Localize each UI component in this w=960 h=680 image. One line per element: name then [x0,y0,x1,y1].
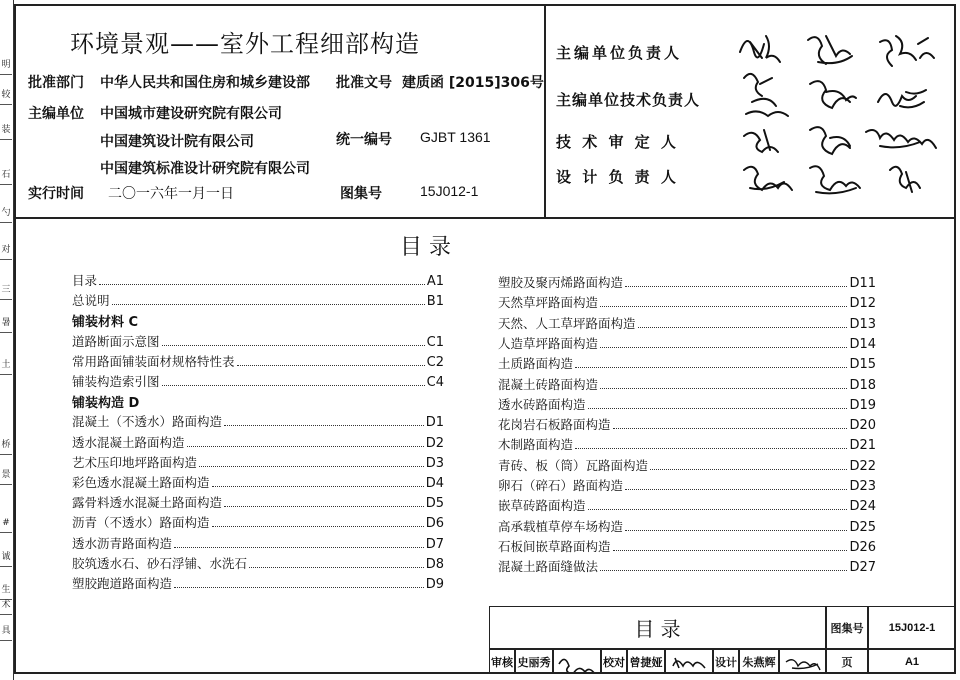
binding-strip [0,0,14,680]
sig-label-reviewer: 技 术 审 定 人 [556,133,679,151]
review-label: 审核 [489,649,515,674]
binding-strip-tick [0,484,12,485]
binding-strip-char: 三 [1,285,11,295]
signature-scribble [810,127,850,154]
toc-entry[interactable] [498,275,876,291]
binding-strip-tick [0,299,12,300]
toc-entry-page: D1 [425,415,444,431]
toc-entry-page: D14 [849,336,876,352]
binding-strip-tick [0,222,12,223]
atlas-no: 15J012-1 [420,183,479,199]
binding-strip-char: 暑 [1,318,11,328]
toc-leader-dots [575,367,847,368]
binding-strip-tick [0,614,12,615]
document-title: 环境景观——室外工程细部构造 [70,30,420,58]
toc-entry-title: 天然草坪路面构造 [498,295,599,311]
binding-strip-tick [0,640,12,641]
approval-doc-label: 批准文号 [336,75,392,91]
toc-entry[interactable] [498,478,876,494]
toc-entry-title: 混凝土（不透水）路面构造 [72,414,223,430]
effective-date: 二〇一六年一月一日 [108,186,234,202]
toc-entry[interactable] [72,475,444,491]
sig-label-tech-head: 主编单位技术负责人 [556,91,701,109]
toc-entry-title: 透水混凝土路面构造 [72,434,185,450]
toc-entry[interactable] [72,354,444,370]
toc-entry-page: D19 [849,397,876,413]
approval-dept: 中华人民共和国住房和城乡建设部 [100,75,310,91]
signature-scribble [744,167,792,190]
toc-entry-page: D27 [849,560,876,576]
title-block-atlas-no: 15J012-1 [868,606,956,649]
toc-entry-page: D2 [425,435,444,451]
binding-strip-tick [0,374,12,375]
toc-leader-dots [600,306,847,307]
toc-leader-dots [224,506,424,507]
binding-strip-tick [0,454,12,455]
toc-entry-page: D20 [849,418,876,434]
binding-strip-tick [0,532,12,533]
toc-entry-page: C1 [426,334,444,350]
toc-entry-title: 嵌草砖路面构造 [498,498,586,514]
toc-leader-dots [625,489,847,490]
effective-label: 实行时间 [28,186,84,202]
toc-entry[interactable] [72,556,444,572]
editor-unit-1: 中国城市建设研究院有限公司 [100,106,282,122]
toc-entry-page: D18 [849,377,876,393]
toc-entry-title: 总说明 [72,293,110,309]
toc-entry[interactable] [72,334,444,350]
signature-scribble [808,36,852,64]
toc-entry[interactable] [498,417,876,433]
binding-strip-char: 生 [1,585,11,595]
toc-entry[interactable] [498,397,876,413]
binding-strip-char: 具 [1,626,11,636]
binding-strip-char: 术 [1,600,11,610]
toc-entry-page: A1 [426,274,444,289]
toc-entry-page: D22 [849,458,876,474]
toc-entry[interactable] [72,495,444,511]
toc-entry[interactable] [498,498,876,514]
toc-section-heading: 铺装构造 D [72,396,140,412]
toc-entry[interactable] [498,437,876,453]
binding-strip-tick [0,184,12,185]
page-no: A1 [868,649,956,674]
toc-entry-title: 高承载植草停车场构造 [498,518,624,534]
toc-entry[interactable] [72,536,444,552]
binding-strip-tick [0,139,12,140]
binding-strip-tick [0,74,12,75]
toc-entry[interactable] [498,336,876,352]
toc-leader-dots [162,345,425,346]
atlas-no-label: 图集号 [340,186,382,202]
signature-scribble [866,130,936,148]
page-label: 页 [826,649,868,674]
toc-leader-dots [249,567,424,568]
check-signature [665,649,713,674]
toc-leader-dots [174,547,424,548]
toc-entry-page: D26 [849,539,876,555]
binding-strip-char: 景 [1,470,11,480]
toc-entry-page: D23 [849,479,876,494]
toc-leader-dots [625,530,847,531]
toc-entry-page: D8 [425,556,444,572]
handwritten-signatures [730,22,950,207]
toc-leader-dots [162,385,425,386]
toc-entry-title: 常用路面铺装面材规格特性表 [72,353,235,369]
toc-entry-page: D25 [849,519,876,535]
toc-leader-dots [174,587,424,588]
toc-leader-dots [638,327,848,328]
binding-strip-char: 桥 [1,440,11,450]
toc-entry-title: 木制路面构造 [498,437,574,453]
toc-entry-title: 胶筑透水石、砂石浮铺、水洗石 [72,555,248,571]
toc-leader-dots [613,428,848,429]
toc-entry-page: D4 [425,476,444,491]
toc-entry-page: B1 [426,294,444,310]
toc-entry-page: D5 [425,496,444,512]
toc-entry[interactable] [498,377,876,393]
toc-entry-title: 混凝土砖路面构造 [498,376,599,392]
toc-entry-title: 卵石（碎石）路面构造 [498,478,624,493]
toc-entry-title: 塑胶及聚丙烯路面构造 [498,275,624,290]
toc-leader-dots [112,304,425,305]
check-label: 校对 [601,649,627,674]
binding-strip-char: 诚 [1,552,11,562]
toc-leader-dots [613,550,848,551]
binding-strip-char: 石 [1,170,11,180]
toc-entry-title: 天然、人工草坪路面构造 [498,315,636,331]
toc-entry-title: 透水砖路面构造 [498,396,586,412]
toc-entry-title: 彩色透水混凝土路面构造 [72,475,210,490]
toc-entry-page: D3 [425,455,444,471]
toc-entry-title: 土质路面构造 [498,356,574,372]
toc-entry-title: 花岗岩石板路面构造 [498,417,611,433]
toc-leader-dots [575,448,847,449]
review-name: 史丽秀 [515,649,553,674]
design-label: 设计 [713,649,739,674]
toc-entry[interactable] [498,539,876,555]
toc-entry-page: D11 [849,276,876,291]
toc-entry-page: D12 [849,296,876,312]
toc-entry-page: D6 [425,516,444,532]
toc-entry-page: D9 [425,577,444,592]
toc-entry-page: D15 [849,357,876,373]
toc-leader-dots [199,466,424,467]
toc-entry-title: 沥青（不透水）路面构造 [72,515,210,531]
signature-scribble [744,130,778,152]
toc-entry-title: 道路断面示意图 [72,333,160,349]
editor-unit-2: 中国建筑设计院有限公司 [100,134,254,150]
title-block-title: 目 录 [489,606,826,649]
unified-no-label: 统一编号 [336,132,392,148]
toc-entry[interactable] [498,356,876,372]
toc-leader-dots [212,526,424,527]
signature-scribble [810,81,856,108]
signature-scribble [744,74,788,116]
toc-leader-dots [212,486,424,487]
toc-section-heading: 铺装材料 C [72,315,139,331]
binding-strip-tick [0,566,12,567]
toc-entry[interactable] [72,435,444,451]
toc-leader-dots [600,570,847,571]
unified-no: GJBT 1361 [420,129,491,145]
binding-strip-tick [0,104,12,105]
toc-leader-dots [588,408,848,409]
toc-entry-title: 混凝土路面缝做法 [498,559,599,575]
toc-entry-title: 艺术压印地坪路面构造 [72,454,198,470]
review-signature [553,649,601,674]
binding-strip-tick [0,259,12,260]
signature-scribble [740,36,780,62]
toc-entry-title: 目录 [72,273,98,288]
toc-entry[interactable] [72,576,444,592]
approval-doc: 建质函 [2015]306号 [402,75,544,91]
binding-strip-char: 较 [1,90,11,100]
toc-entry[interactable] [498,519,876,535]
toc-entry-title: 透水沥青路面构造 [72,535,173,551]
signature-scribble [810,166,860,193]
design-signature [779,649,826,674]
signature-scribble [890,167,920,192]
toc-entry-page: C2 [426,354,444,370]
toc-leader-dots [625,286,847,287]
binding-strip-char: 装 [1,125,11,135]
title-block [489,606,956,674]
toc-entry[interactable] [498,295,876,311]
binding-strip-char: 明 [1,60,11,70]
check-name: 曾捷娅 [627,649,665,674]
toc-leader-dots [600,388,847,389]
editor-unit-label: 主编单位 [28,106,84,122]
toc-entry[interactable] [72,414,444,430]
toc-entry[interactable] [498,559,876,575]
approval-dept-label: 批准部门 [28,75,84,91]
toc-entry[interactable] [498,316,876,332]
toc-entry[interactable] [72,455,444,471]
toc-leader-dots [588,509,848,510]
toc-leader-dots [650,469,847,470]
toc-entry-page: D21 [849,438,876,454]
toc-entry[interactable] [72,273,444,289]
header-divider [544,4,546,219]
toc-leader-dots [237,365,425,366]
sig-label-design-head: 设 计 负 责 人 [556,168,679,186]
binding-strip-char: 勺 [1,208,11,218]
toc-entry-title: 青砖、板（筒）瓦路面构造 [498,457,649,473]
toc-leader-dots [99,284,425,285]
toc-entry-page: D13 [849,316,876,332]
toc-entry[interactable] [72,293,444,309]
binding-strip-char: 土 [1,360,11,370]
toc-entry-page: D24 [849,499,876,515]
toc-entry-title: 铺装构造索引图 [72,374,160,389]
binding-strip-char: 对 [1,245,11,255]
toc-entry-page: D7 [425,536,444,552]
header-bottom-rule [14,217,956,219]
sig-label-editor-head: 主编单位负责人 [556,44,683,62]
editor-unit-3: 中国建筑标准设计研究院有限公司 [100,161,310,177]
toc-entry[interactable] [498,458,876,474]
binding-strip-tick [0,332,12,333]
toc-leader-dots [224,425,424,426]
toc-entry-title: 露骨料透水混凝土路面构造 [72,495,223,511]
toc-leader-dots [600,347,847,348]
toc-entry-title: 石板间嵌草路面构造 [498,538,611,554]
toc-entry-page: C4 [426,375,444,390]
toc-leader-dots [187,446,424,447]
binding-strip-char: # [2,518,10,528]
toc-entry-title: 塑胶跑道路面构造 [72,576,173,591]
toc-entry[interactable] [72,515,444,531]
design-name: 朱燕辉 [739,649,779,674]
toc-entry[interactable] [72,374,444,390]
signature-scribble [880,36,934,66]
title-block-atlas-label: 图集号 [826,606,868,649]
toc-entry-title: 人造草坪路面构造 [498,335,599,351]
signature-scribble [878,90,926,107]
toc-title: 目 录 [400,235,451,260]
